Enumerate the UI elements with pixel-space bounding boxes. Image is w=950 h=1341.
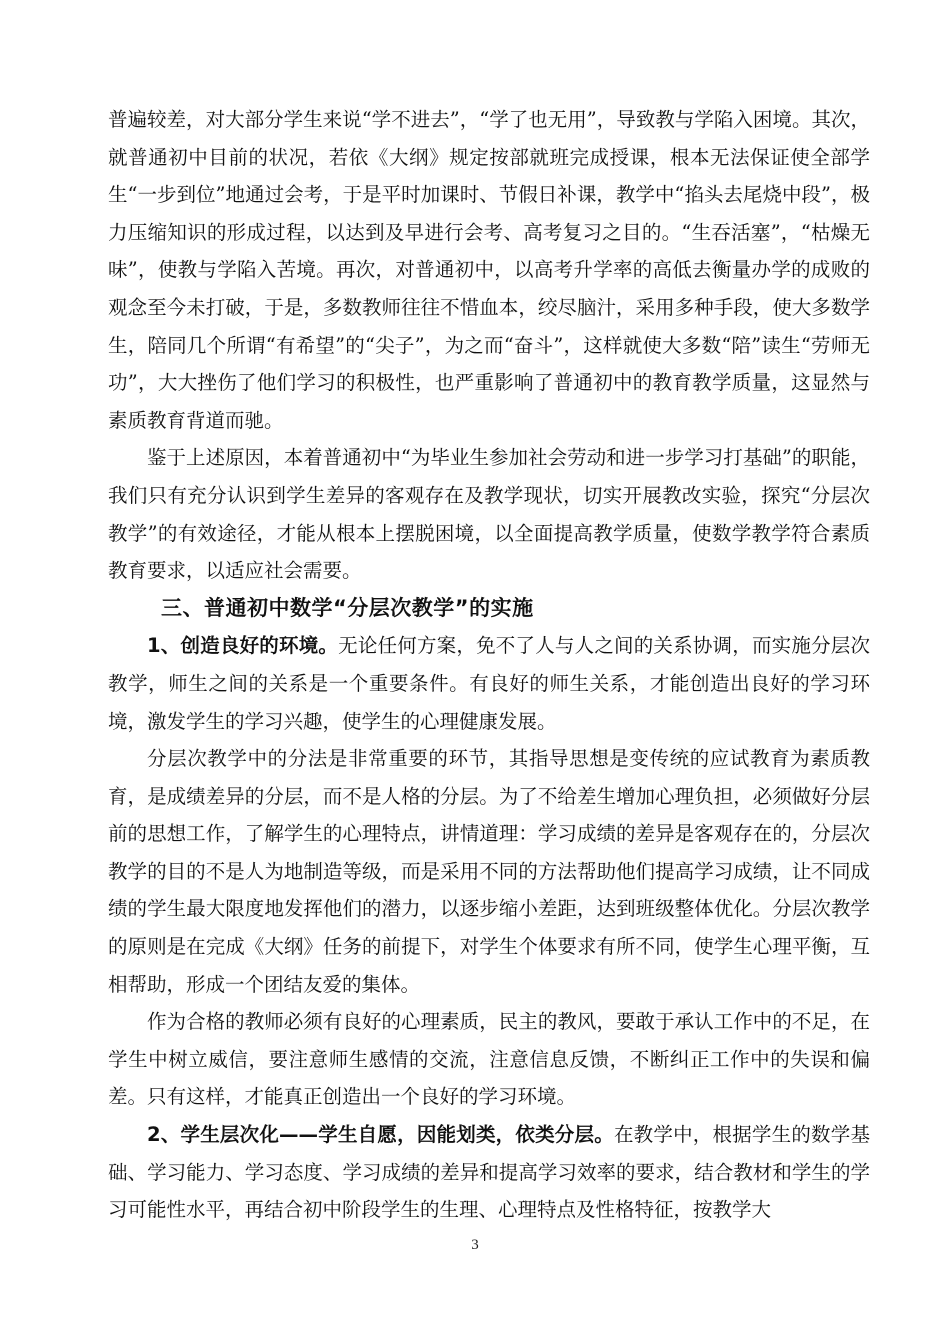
page-number: 3	[471, 1237, 479, 1253]
paragraph-6-lead: 2、学生层次化——学生自愿，因能划类，依类分层。	[147, 1123, 614, 1147]
paragraph-5: 作为合格的教师必须有良好的心理素质，民主的教风，要敢于承认工作中的不足，在学生中树立威信，要注意师生感情的交流，注意信息反馈，不断纠正工作中的失误和偏差。只有这样，才能真正创造出一个良好的学习环境。	[108, 1010, 870, 1109]
paragraph-2: 鉴于上述原因，本着普通初中“为毕业生参加社会劳动和进一步学习打基础”的职能，我们只有充分认识到学生差异的客观存在及教学现状，切实开展教改实验，探究“分层次教学”的有效途径，才能从根本上摆脱困境，以全面提高教学质量，使数学教学符合素质教育要求，以适应社会需要。	[108, 446, 870, 583]
paragraph-4: 分层次教学中的分法是非常重要的环节，其指导思想是变传统的应试教育为素质教育，是成绩差异的分层，而不是人格的分层。为了不给差生增加心理负担，必须做好分层前的思想工作，了解学生的心理特点，讲情道理：学习成绩的差异是客观存在的，分层次教学的目的不是人为地制造等级，而是采用不同的方法帮助他们提高学习成绩，让不同成绩的学生最大限度地发挥他们的潜力，以逐步缩小差距，达到班级整体优化。分层次教学的原则是在完成《大纲》任务的前提下，对学生个体要求有所不同，使学生心理平衡，互相帮助，形成一个团结友爱的集体。	[108, 747, 870, 996]
paragraph-3	[108, 627, 870, 740]
paragraph-6-text: 在教学中，根据学生的数学基础、学习能力、学习态度、学习成绩的差异和提高学习效率的要求，结合教材和学生的学习可能性水平，再结合初中阶段学生的生理、心理特点及性格特征，按教学大	[108, 1123, 870, 1222]
paragraph-1: 普遍较差，对大部分学生来说“学不进去”，“学了也无用”，导致教与学陷入困境。其次，就普通初中目前的状况，若依《大纲》规定按部就班完成授课，根本无法保证使全部学生“一步到位”地通过会考，于是平时加课时、节假日补课，教学中“掐头去尾烧中段”，极力压缩知识的形成过程，以达到及早进行会考、高考复习之目的。“生吞活塞”，“枯燥无味”，使教与学陷入苦境。再次，对普通初中，以高考升学率的高低去衡量办学的成败的观念至今未打破，于是，多数教师往往不惜血本，绞尽脑汁，采用多种手段，使大多数学生，陪同几个所谓“有希望”的“尖子”，为之而“奋斗”，这样就使大多数“陪”读生“劳师无功”，大大挫伤了他们学习的积极性，也严重影响了普通初中的教育教学质量，这显然与素质教育背道而驰。	[108, 108, 870, 432]
paragraph-3-lead: 1、创造良好的环境。	[147, 634, 339, 658]
paragraph-3-text: 无论任何方案，免不了人与人之间的关系协调，而实施分层次教学，师生之间的关系是一个重要条件。有良好的师生关系，才能创造出良好的学习环境，激发学生的学习兴趣，使学生的心理健康发展。	[108, 634, 870, 733]
section-heading: 三、普通初中数学“分层次教学”的实施	[161, 595, 534, 620]
paragraph-6	[108, 1116, 870, 1229]
page-body	[108, 101, 870, 1229]
